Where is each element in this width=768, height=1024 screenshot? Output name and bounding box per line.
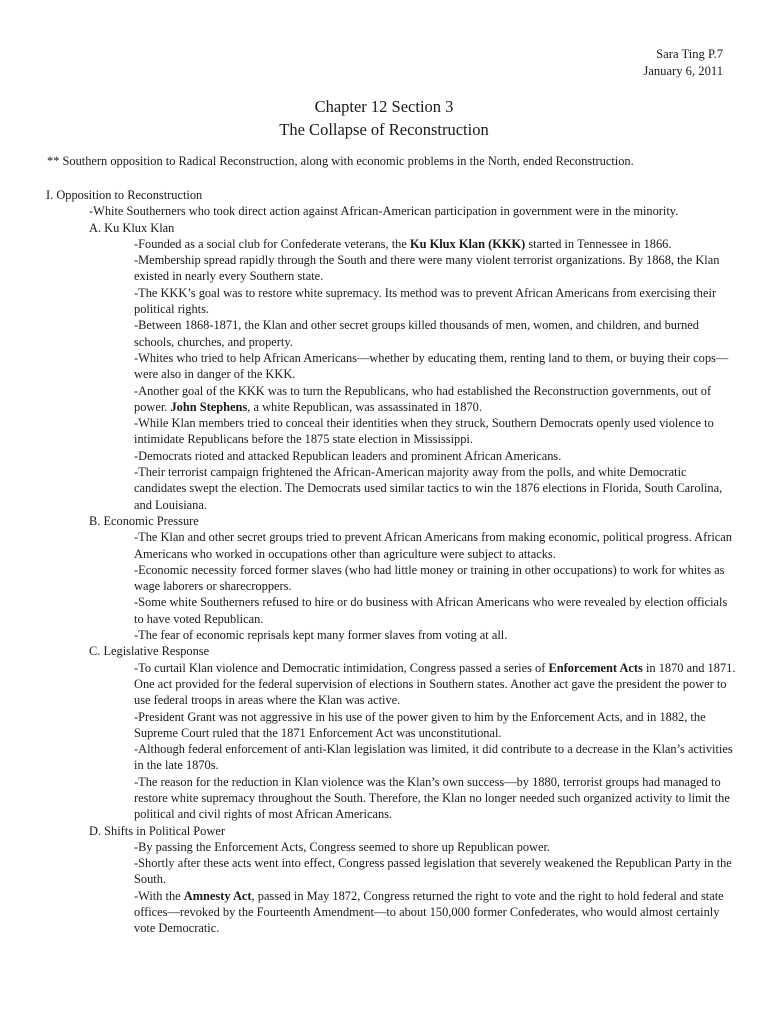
chapter-title: Chapter 12 Section 3 [314, 97, 454, 116]
summary-line: ** Southern opposition to Radical Reconstruction, along with economic problems in the North, ended Reconstruction. [47, 154, 634, 168]
paragraph: -While Klan members tried to conceal their identities when they struck, Southern Democrats openly used violence to intimidate Republicans before the 1875 state election in Mississippi. [134, 416, 714, 447]
paragraph: -The Klan and other secret groups tried to prevent African Americans from making economic, political progress. African Americans who worked in occupations other than agriculture were subject to attacks. [134, 530, 732, 561]
paragraph: -Shortly after these acts went into effect, Congress passed legislation that severely weakened the Republican Party in the South. [134, 856, 732, 887]
outline [46, 187, 736, 937]
document-title [0, 95, 768, 141]
paragraph: -Membership spread rapidly through the South and there were many violent terrorist organizations. By 1868, the Klan existed in nearly every Southern state. [134, 253, 720, 284]
subsection-heading: C. Legislative Response [89, 644, 210, 659]
paragraph: -By passing the Enforcement Acts, Congress seemed to shore up Republican power. [134, 839, 551, 854]
date-line: January 6, 2011 [643, 64, 723, 78]
paragraph: -Another goal of the KKK was to turn the Republicans, who had established the Reconstruction governments, out of power. John Stephens, a white Republican, was assassinated in 1870. [134, 383, 712, 414]
paragraph: -The KKK’s goal was to restore white supremacy. Its method was to prevent African Americans from exercising their political rights. [134, 285, 717, 317]
section-heading: I. Opposition to Reconstruction [46, 188, 203, 202]
author-line: Sara Ting P.7 [656, 47, 723, 61]
paragraph: -Democrats rioted and attacked Republican leaders and prominent African Americans. [134, 448, 562, 463]
paragraph: -The fear of economic reprisals kept many former slaves from voting at all. [134, 628, 508, 643]
paragraph: -To curtail Klan violence and Democratic intimidation, Congress passed a series of Enforcement Acts in 1870 and 1871. One act provided for the federal supervision of elections in Southern states. Another act gave the president the power to use federal troops in areas where the Klan was active. [134, 660, 736, 708]
subsection-body [134, 529, 736, 643]
subsection-body [134, 660, 736, 823]
paragraph: -Their terrorist campaign frightened the African-American majority away from the polls, and white Democratic candidates swept the election. The Democrats used similar tactics to win the 1876 elections in Florida, South Carolina, and Louisiana. [134, 465, 723, 512]
paragraph: -Whites who tried to help African Americans—whether by educating them, renting land to them, or buying their cops—were also in danger of the KKK. [134, 350, 729, 382]
paragraph: -Economic necessity forced former slaves (who had little money or training in other occupations) to work for whites as wage laborers or sharecroppers. [134, 562, 725, 594]
paragraph: -Although federal enforcement of anti-Klan legislation was limited, it did contribute to a decrease in the Klan’s activities in the late 1870s. [134, 742, 733, 773]
subsection-body [134, 839, 736, 937]
subsection-body [134, 236, 736, 513]
section-title: The Collapse of Reconstruction [279, 120, 489, 139]
paragraph: -With the Amnesty Act, passed in May 1872, Congress returned the right to vote and the right to hold federal and state offices—revoked by the Fourteenth Amendment—to about 150,000 former Confederates, who would almost certainly vote Democratic. [134, 888, 724, 936]
section-intro: -White Southerners who took direct action against African-American participation in government were in the minority. [89, 204, 679, 219]
paragraph: -Founded as a social club for Confederate veterans, the Ku Klux Klan (KKK) started in Tennessee in 1866. [134, 236, 672, 251]
paragraph: -Between 1868-1871, the Klan and other secret groups killed thousands of men, women, and children, and burned schools, churches, and property. [134, 318, 700, 349]
subsection-heading: D. Shifts in Political Power [89, 823, 225, 838]
paragraph: -President Grant was not aggressive in his use of the power given to him by the Enforcement Acts, and in 1882, the Supreme Court ruled that the 1871 Enforcement Act was unconstitutional. [134, 709, 706, 740]
paragraph: -The reason for the reduction in Klan violence was the Klan’s own success—by 1880, terrorist groups had managed to restore white supremacy throughout the South. Therefore, the Klan no longer needed such organized activity to limit the political and civil rights of most African Americans. [134, 774, 730, 822]
subsection-heading: B. Economic Pressure [89, 513, 199, 528]
header-meta [643, 46, 723, 80]
paragraph: -Some white Southerners refused to hire or do business with African Americans who were revealed by election officials to have voted Republican. [134, 595, 728, 626]
subsection-heading: A. Ku Klux Klan [89, 220, 175, 235]
